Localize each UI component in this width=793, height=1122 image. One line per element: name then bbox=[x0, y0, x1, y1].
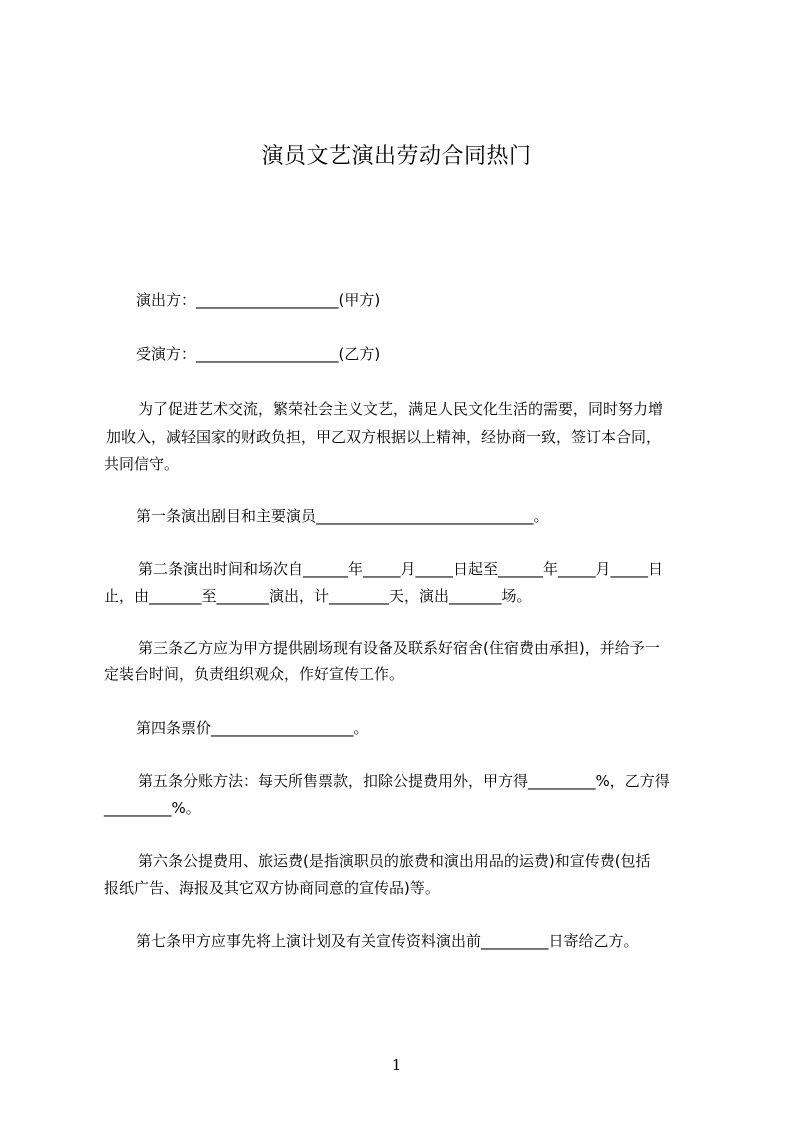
article-7: 第七条甲方应事先将上演计划及有关宣传资料演出前_________日寄给乙方。 bbox=[136, 932, 639, 950]
preamble-line-2: 加收入，减轻国家的财政负担，甲乙双方根据以上精神，经协商一致，签订本合同， bbox=[106, 428, 662, 446]
document-title: 演员文艺演出劳动合同热门 bbox=[261, 144, 532, 169]
article-6-line-2: 报纸广告、海报及其它双方协商同意的宣传品)等。 bbox=[104, 879, 440, 897]
article-4: 第四条票价___________________。 bbox=[136, 719, 369, 737]
article-3-line-2: 定装台时间，负责组织观众，作好宣传工作。 bbox=[104, 665, 405, 683]
article-2-line-2: 止，由_______至_______演出，计________天，演出_______场。 bbox=[104, 587, 532, 605]
article-2-line-1: 第二条演出时间和场次自______年_____月_____日起至______年_____月_____日 bbox=[138, 560, 664, 578]
preamble-line-3: 共同信守。 bbox=[104, 455, 180, 473]
article-6-line-1: 第六条公提费用、旅运费(是指演职员的旅费和演出用品的运费)和宣传费(包括 bbox=[138, 852, 651, 870]
preamble-line-1: 为了促进艺术交流，繁荣社会主义文艺，满足人民文化生活的需要，同时努力增 bbox=[138, 400, 664, 418]
article-3-line-1: 第三条乙方应为甲方提供剧场现有设备及联系好宿舍(住宿费由承担)，并给予一 bbox=[138, 639, 660, 657]
article-5-line-2: _________%。 bbox=[104, 799, 201, 817]
article-1: 第一条演出剧目和主要演员_____________________________。 bbox=[136, 507, 549, 525]
article-5-line-1: 第五条分账方法：每天所售票款，扣除公提费用外，甲方得_________%，乙方得 bbox=[138, 772, 670, 790]
party-a-line: 演出方：___________________(甲方) bbox=[136, 291, 381, 309]
page-number: 1 bbox=[391, 1056, 402, 1074]
party-b-line: 受演方：___________________(乙方) bbox=[136, 345, 381, 363]
